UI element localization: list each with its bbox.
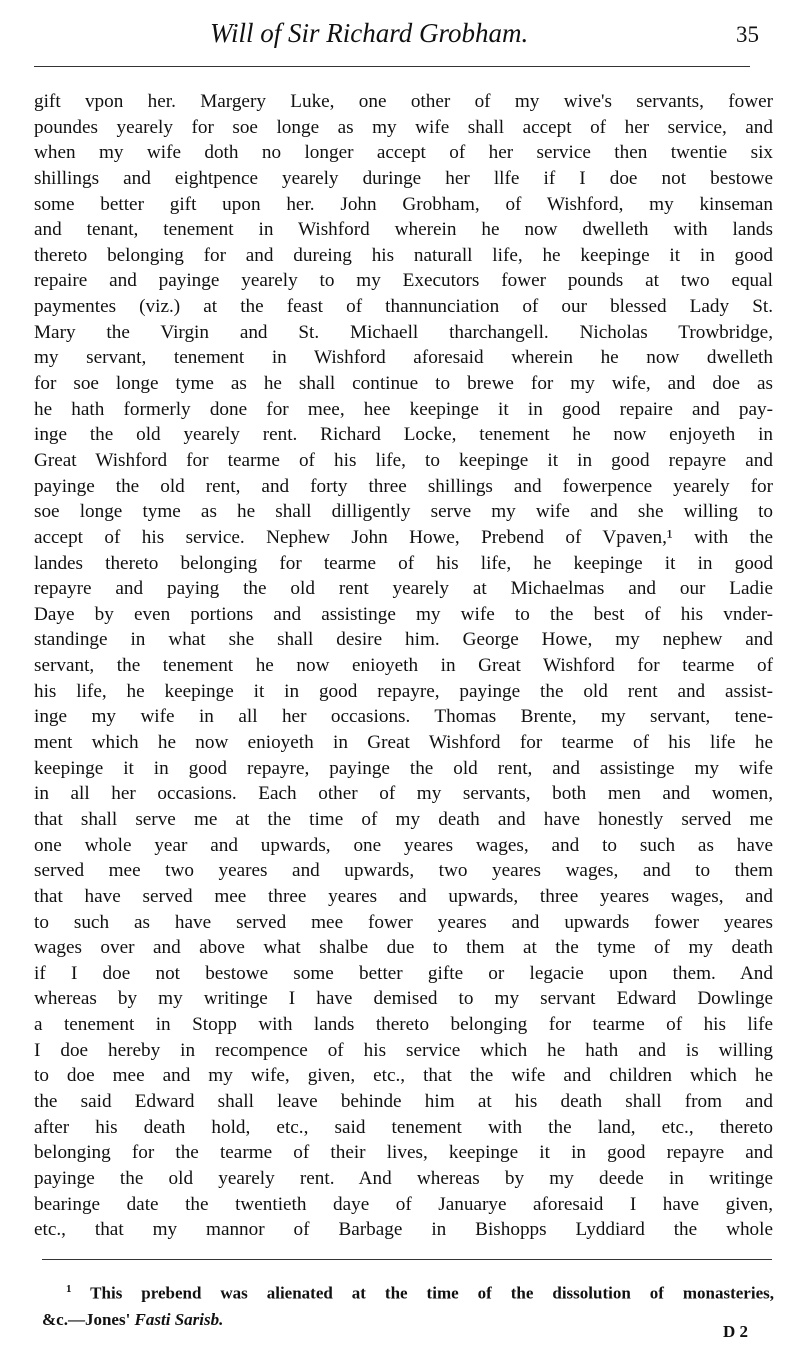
text-line: served mee two yeares and upwards, two yeares wages, and to them	[34, 860, 773, 882]
text-line: Great Wishford for tearme of his life, to keepinge it in good repayre and	[34, 449, 773, 471]
footnote-text: This prebend was alienated at the time of the dissolution of monasteries,	[90, 1283, 774, 1303]
text-line: the said Edward shall leave behinde him at his death shall from and	[34, 1090, 773, 1112]
text-line: some better gift upon her. John Grobham, of Wishford, my kinseman	[34, 193, 773, 215]
text-line: to such as have served mee fower yeares and upwards fower yeares	[34, 911, 773, 933]
text-line: to doe mee and my wife, given, etc., that the wife and children which he	[34, 1065, 773, 1087]
text-line: when my wife doth no longer accept of her service then twentie six	[34, 142, 773, 164]
text-line: belonging for the tearme of their lives, keepinge it in good repayre and	[34, 1142, 773, 1164]
text-line: that shall serve me at the time of my death and have honestly served me	[34, 808, 773, 830]
header-rule	[34, 66, 750, 67]
text-line: that have served mee three yeares and upwards, three yeares wages, and	[34, 885, 773, 907]
text-line: soe longe tyme as he shall dilligently serve my wife and she willing to	[34, 501, 773, 523]
text-line: ment which he now enioyeth in Great Wishford for tearme of his life he	[34, 732, 773, 754]
body-text	[34, 89, 773, 1243]
text-line: repaire and payinge yearely to my Executors fower pounds at two equal	[34, 270, 773, 292]
running-header	[0, 14, 800, 54]
text-line: Mary the Virgin and St. Michaell tharchangell. Nicholas Trowbridge,	[34, 321, 773, 343]
text-line: a tenement in Stopp with lands thereto belonging for tearme of his life	[34, 1014, 773, 1036]
footnote	[42, 1276, 774, 1333]
footnote-citation-title: Fasti Sarisb.	[134, 1309, 224, 1329]
text-line: and tenant, tenement in Wishford wherein he now dwelleth with lands	[34, 219, 773, 241]
text-line: etc., that my mannor of Barbage in Bishopps Lyddiard the whole	[34, 1219, 773, 1241]
text-line: in all her occasions. Each other of my servants, both men and women,	[34, 783, 773, 805]
footnote-citation: &c.—Jones'	[42, 1309, 135, 1329]
footnote-line-2	[42, 1307, 774, 1333]
text-line: landes thereto belonging for tearme of his life, he keepinge it in good	[34, 552, 773, 574]
page-title: Will of Sir Richard Grobham.	[210, 18, 529, 48]
text-line: I doe hereby in recompence of his service which he hath and is willing	[34, 1039, 773, 1061]
text-line: poundes yearely for soe longe as my wife shall accept of her service, and	[34, 116, 773, 138]
text-line: shillings and eightpence yearely duringe her llfe if I doe not bestowe	[34, 167, 773, 189]
text-line: standinge in what she shall desire him. George Howe, my nephew and	[34, 629, 773, 651]
signature-mark: D 2	[723, 1322, 749, 1341]
footnote-line-1	[42, 1276, 774, 1307]
text-line: repayre and paying the old rent yearely at Michaelmas and our Ladie	[34, 578, 773, 600]
text-line: gift vpon her. Margery Luke, one other of my wive's servants, fower	[34, 91, 773, 112]
text-line: he hath formerly done for mee, hee keepinge it in good repaire and pay-	[34, 398, 773, 420]
text-line: whereas by my writinge I have demised to my servant Edward Dowlinge	[34, 988, 773, 1010]
text-line: Daye by even portions and assistinge my wife to the best of his vnder-	[34, 603, 773, 625]
text-line: one whole year and upwards, one yeares wages, and to such as have	[34, 834, 773, 856]
text-line: payinge the old yearely rent. And whereas by my deede in writinge	[34, 1167, 773, 1189]
text-line: keepinge it in good repayre, payinge the old rent, and assistinge my wife	[34, 757, 773, 779]
text-line: my servant, tenement in Wishford aforesaid wherein he now dwelleth	[34, 347, 773, 369]
text-line: inge my wife in all her occasions. Thomas Brente, my servant, tene-	[34, 706, 773, 728]
text-line: servant, the tenement he now enioyeth in Great Wishford for tearme of	[34, 655, 773, 677]
text-line: inge the old yearely rent. Richard Locke, tenement he now enjoyeth in	[34, 424, 773, 446]
text-line: his life, he keepinge it in good repayre, payinge the old rent and assist-	[34, 680, 773, 702]
footnote-rule	[42, 1259, 772, 1260]
text-line: accept of his service. Nephew John Howe, Prebend of Vpaven,¹ with the	[34, 526, 773, 548]
text-line: for soe longe tyme as he shall continue to brewe for my wife, and doe as	[34, 373, 773, 395]
text-line: bearinge date the twentieth daye of Januarye aforesaid I have given,	[34, 1193, 773, 1215]
text-line: thereto belonging for and dureing his naturall life, he keepinge it in good	[34, 244, 773, 266]
page-number: 35	[736, 22, 759, 47]
text-line: payinge the old rent, and forty three shillings and fowerpence yearely for	[34, 475, 773, 497]
text-line: if I doe not bestowe some better gifte or legacie upon them. And	[34, 962, 773, 984]
text-line: paymentes (viz.) at the feast of thannunciation of our blessed Lady St.	[34, 296, 773, 318]
text-line: after his death hold, etc., said tenement with the land, etc., thereto	[34, 1116, 773, 1138]
text-line: wages over and above what shalbe due to them at the tyme of my death	[34, 937, 773, 959]
footnote-marker: 1	[66, 1283, 72, 1295]
